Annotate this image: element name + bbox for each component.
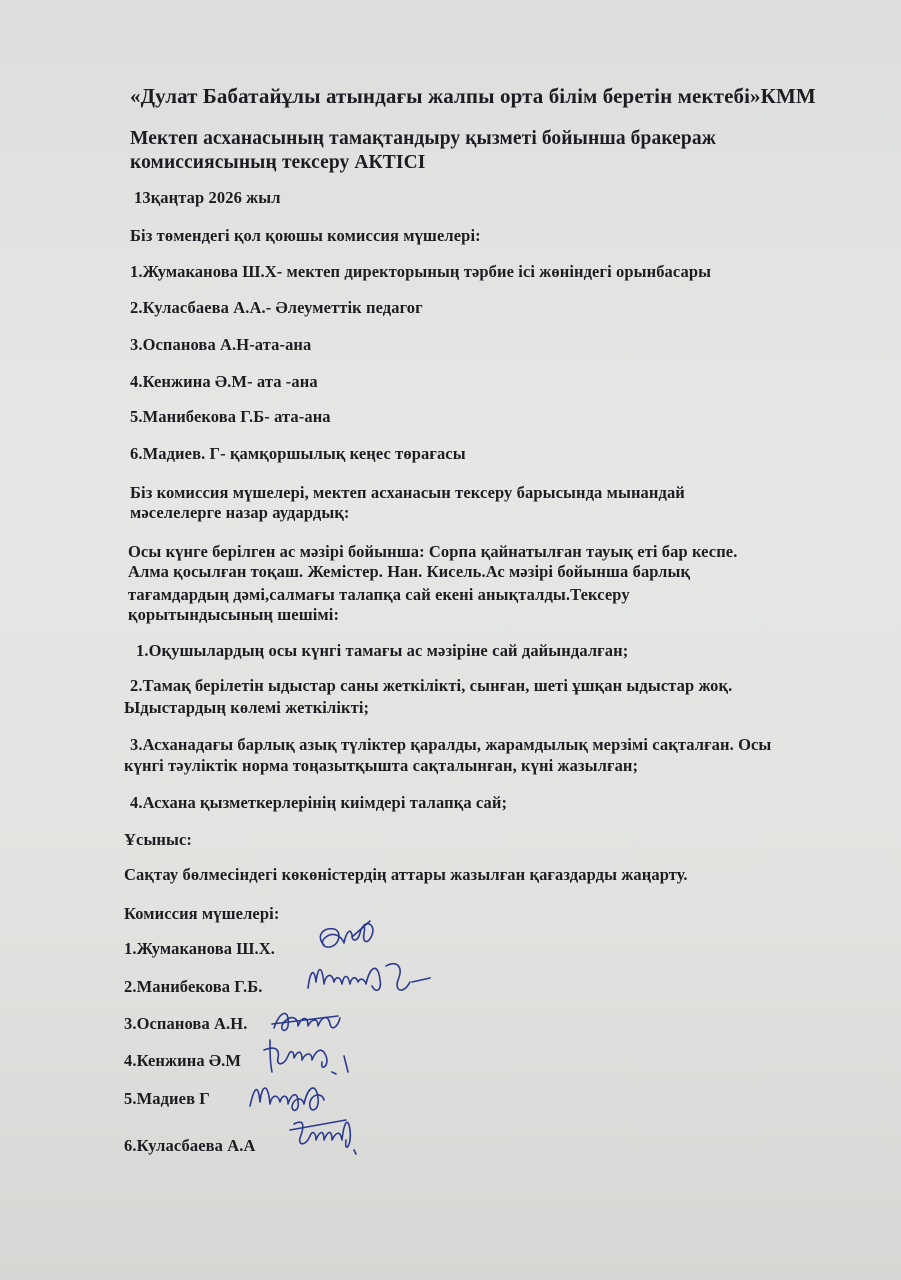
act-date: 13қаңтар 2026 жыл — [134, 188, 281, 207]
finding-2-line2: Ыдыстардың көлемі жеткілікті; — [124, 698, 370, 717]
signature-2 — [300, 952, 440, 1002]
signatory-name: 4.Кенжина Ә.М — [124, 1051, 242, 1070]
finding-4: 4.Асхана қызметкерлерінің киімдері талапқа сай; — [130, 793, 508, 812]
school-name: «Дулат Бабатайұлы атындағы жалпы орта білім беретін мектебі»КММ — [130, 84, 816, 108]
act-title-line1: Мектеп асханасының тамақтандыру қызметі бойынша бракераж — [130, 128, 716, 149]
member-line: 6.Мадиев. Г- қамқоршылық кеңес төрағасы — [130, 444, 466, 463]
member-line: 1.Жумаканова Ш.Х- мектеп директорының тәрбие ісі жөніндегі орынбасары — [130, 262, 712, 281]
menu-line: Осы күнге берілген ас мәзірі бойынша: Сорпа қайнатылған тауық еті бар кеспе. — [128, 542, 738, 561]
inspection-line2: мәселелерге назар аудардық: — [130, 503, 350, 522]
signatory-name: 5.Мадиев Г — [124, 1089, 210, 1108]
signatory-name: 1.Жумаканова Ш.Х. — [124, 939, 275, 958]
signatory-name: 6.Куласбаева А.А — [124, 1136, 256, 1155]
finding-3-line1: 3.Асханадағы барлық азық түліктер қаралды, жарамдылық мерзімі сақталған. Осы — [130, 735, 772, 754]
menu-line: тағамдардың дәмі,салмағы талапқа сай екені анықталды.Тексеру — [128, 585, 630, 604]
member-line: 3.Оспанова А.Н-ата-ана — [130, 335, 312, 354]
member-line: 2.Куласбаева А.А.- Әлеуметтік педагог — [130, 298, 423, 317]
inspection-line1: Біз комиссия мүшелері, мектеп асханасын тексеру барысында мынандай — [130, 483, 685, 502]
finding-3-line2: күнгі тәуліктік норма тоңазытқышта сақталынған, күні жазылған; — [124, 756, 639, 775]
signatory-name: 3.Оспанова А.Н. — [124, 1014, 248, 1033]
member-line: 5.Манибекова Г.Б- ата-ана — [130, 407, 331, 426]
act-title-line2: комиссиясының тексеру АКТІСІ — [130, 152, 426, 173]
intro-text: Біз төмендегі қол қоюшы комиссия мүшелері: — [130, 226, 481, 245]
menu-line: Алма қосылған тоқаш. Жемістер. Нан. Кисель.Ас мәзірі бойынша барлық — [128, 562, 691, 581]
proposal-label: Ұсыныс: — [124, 830, 193, 849]
member-line: 4.Кенжина Ә.М- ата -ана — [130, 372, 318, 391]
signatory-name: 2.Манибекова Г.Б. — [124, 977, 263, 996]
finding-1: 1.Оқушылардың осы күнгі тамағы ас мәзіріне сай дайындалған; — [136, 641, 629, 660]
signatures-label: Комиссия мүшелері: — [124, 904, 280, 923]
finding-2-line1: 2.Тамақ берілетін ыдыстар саны жеткілікті, сынған, шеті ұшқан ыдыстар жоқ. — [130, 676, 733, 695]
signature-6 — [288, 1110, 368, 1162]
menu-line: қорытындысының шешімі: — [128, 605, 340, 624]
proposal-text: Сақтау бөлмесіндегі көкөністердің аттары жазылған қағаздарды жаңарту. — [124, 865, 688, 884]
